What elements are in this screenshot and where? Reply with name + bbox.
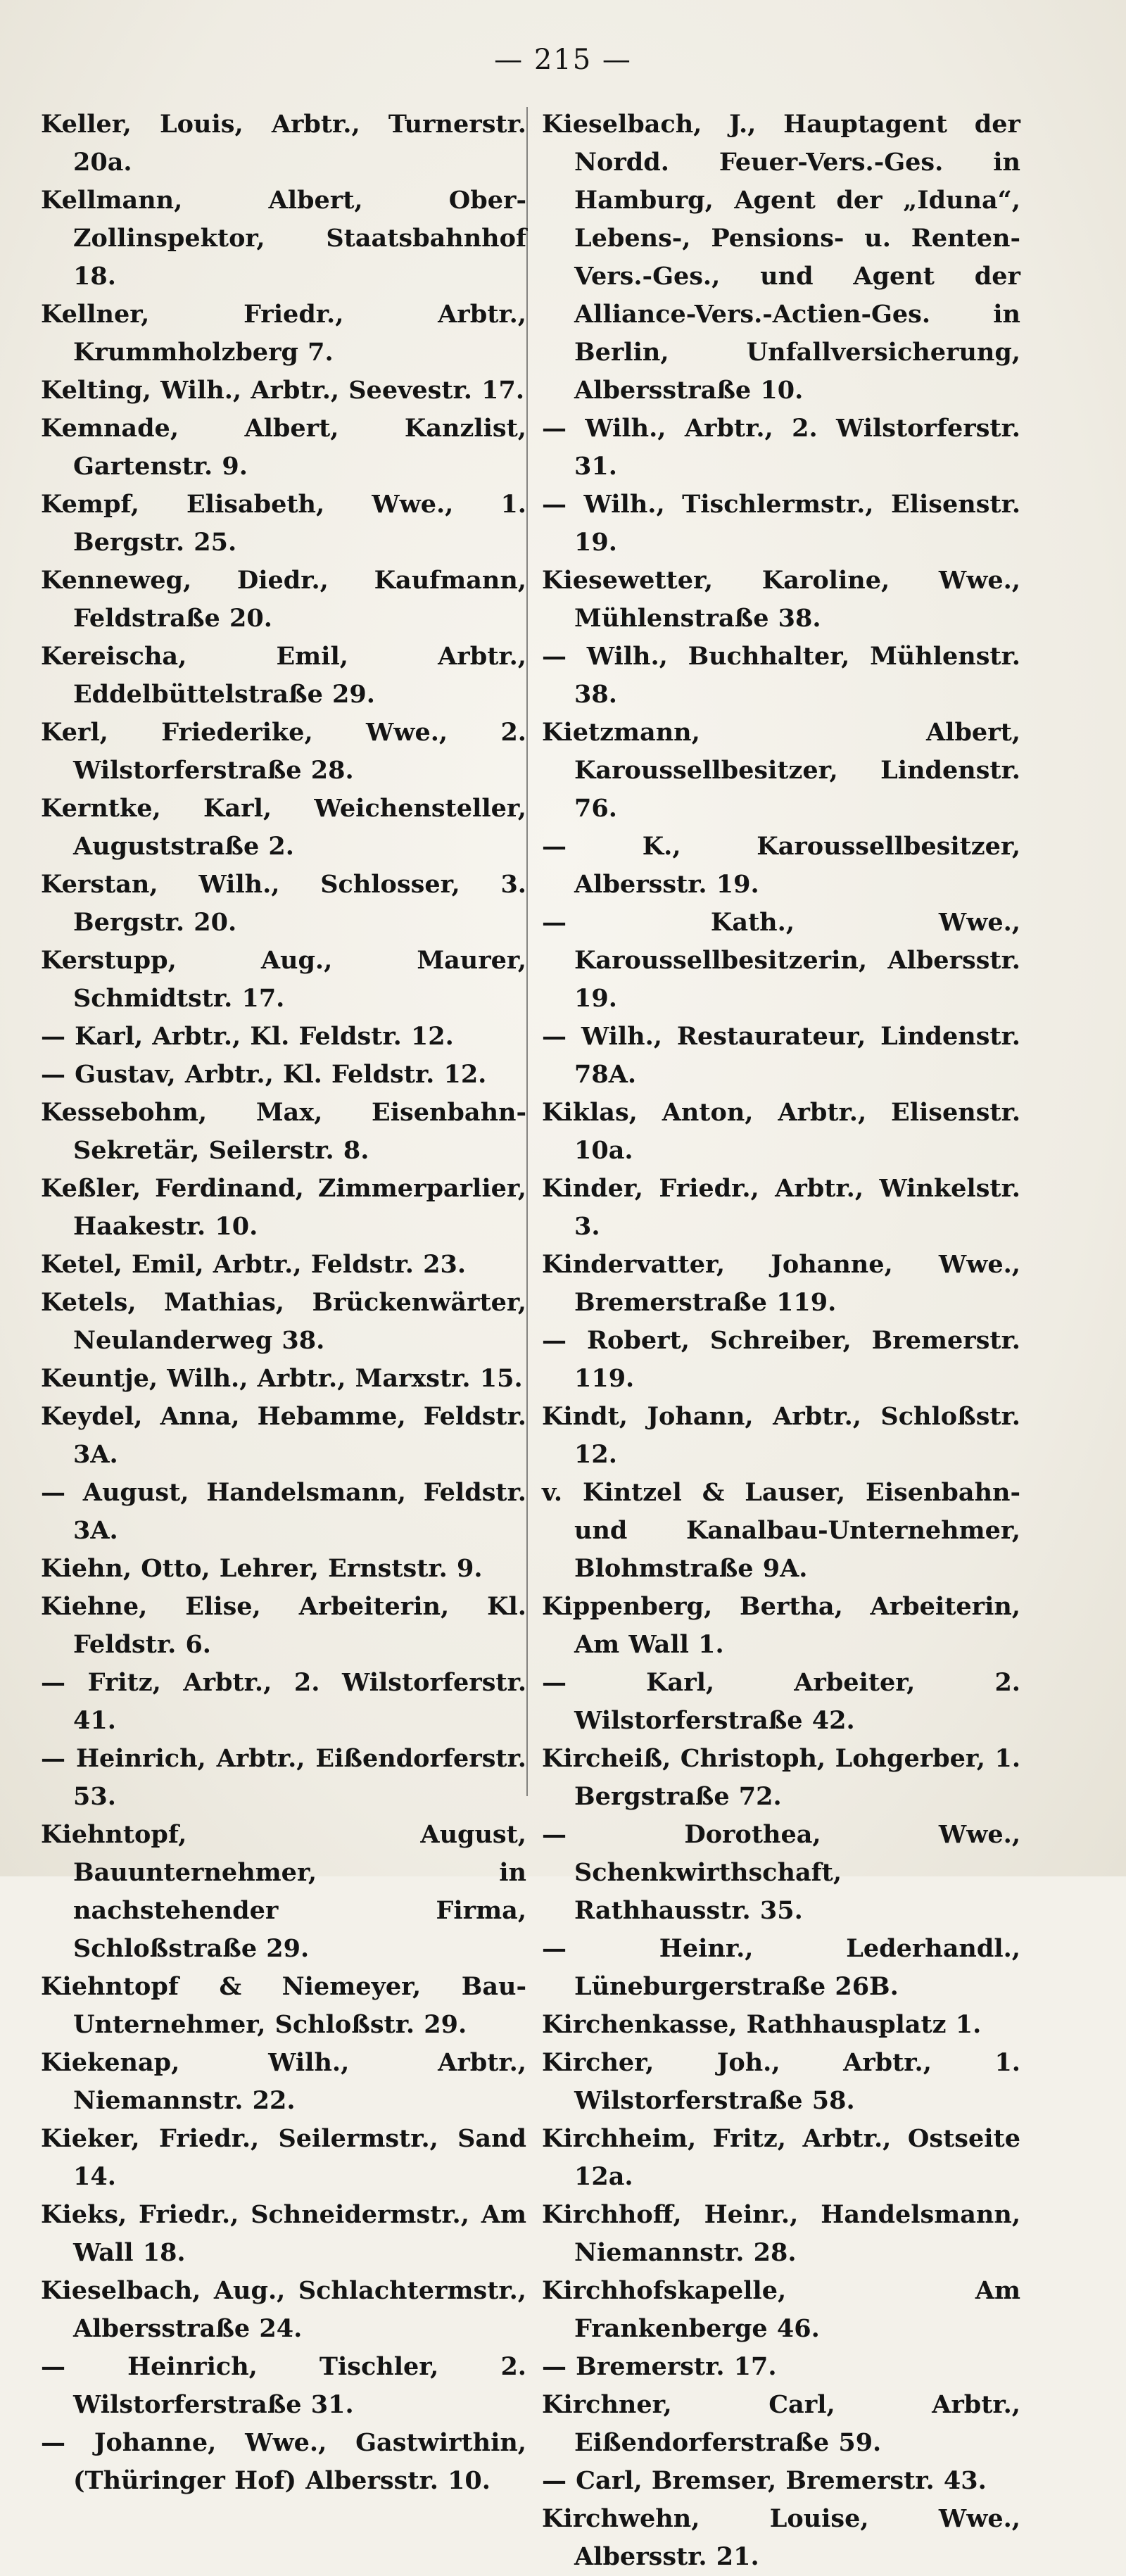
directory-entry: Kieselbach, Aug., Schlachtermstr., Albersstraße 24.: [41, 2276, 526, 2343]
directory-entry: Kellmann, Albert, Ober-Zollinspektor, Staatsbahnhof 18.: [41, 186, 526, 291]
directory-entry: — Robert, Schreiber, Bremerstr. 119.: [542, 1326, 1020, 1393]
directory-entry: — August, Handelsmann, Feldstr. 3A.: [41, 1478, 526, 1545]
directory-entry: — Carl, Bremser, Bremerstr. 43.: [542, 2466, 987, 2495]
directory-entry: Kelting, Wilh., Arbtr., Seevestr. 17.: [41, 376, 525, 405]
directory-entry: — Heinrich, Arbtr., Eißendorferstr. 53.: [41, 1744, 526, 1811]
directory-entry: Kemnade, Albert, Kanzlist, Gartenstr. 9.: [41, 414, 526, 481]
directory-entry: Ketels, Mathias, Brückenwärter, Neulanderweg 38.: [41, 1288, 526, 1355]
directory-entry: — Wilh., Tischlermstr., Elisenstr. 19.: [542, 490, 1020, 557]
directory-entry: Kirchhofskapelle, Am Frankenberge 46.: [542, 2276, 1020, 2343]
directory-entry: Kerl, Friederike, Wwe., 2. Wilstorferstraße 28.: [41, 718, 526, 785]
directory-entry: Kirchheim, Fritz, Arbtr., Ostseite 12a.: [542, 2124, 1020, 2191]
directory-entry: — Heinr., Lederhandl., Lüneburgerstraße 26B.: [542, 1934, 1020, 2001]
directory-entry: Kirchenkasse, Rathhausplatz 1.: [542, 2010, 982, 2039]
directory-entry: Kinder, Friedr., Arbtr., Winkelstr. 3.: [542, 1174, 1020, 1241]
directory-entry: Ketel, Emil, Arbtr., Feldstr. 23.: [41, 1250, 467, 1279]
directory-entry: Kippenberg, Bertha, Arbeiterin, Am Wall 1.: [542, 1592, 1020, 1659]
directory-entry: Kereischa, Emil, Arbtr., Eddelbüttelstraße 29.: [41, 642, 526, 709]
directory-entry: Kellner, Friedr., Arbtr., Krummholzberg 7.: [41, 300, 526, 367]
directory-entry: Kiklas, Anton, Arbtr., Elisenstr. 10a.: [542, 1098, 1020, 1165]
directory-entry: Kindervatter, Johanne, Wwe., Bremerstraße 119.: [542, 1250, 1020, 1317]
directory-entry: Kirchhoff, Heinr., Handelsmann, Niemannstr. 28.: [542, 2200, 1020, 2267]
directory-entry: Kircheiß, Christoph, Lohgerber, 1. Bergstraße 72.: [542, 1744, 1020, 1811]
directory-entry: — Wilh., Arbtr., 2. Wilstorferstr. 31.: [542, 414, 1020, 481]
directory-entry: — Kath., Wwe., Karoussellbesitzerin, Albersstr. 19.: [542, 908, 1020, 1013]
directory-entry: Kirchwehn, Louise, Wwe., Albersstr. 21.: [542, 2504, 1020, 2571]
directory-entry: Kempf, Elisabeth, Wwe., 1. Bergstr. 25.: [41, 490, 526, 557]
directory-entry: Keßler, Ferdinand, Zimmerparlier, Haakestr. 10.: [41, 1174, 526, 1241]
directory-entry: — Heinrich, Tischler, 2. Wilstorferstraße 31.: [41, 2352, 526, 2419]
directory-entry: Kietzmann, Albert, Karoussellbesitzer, Lindenstr. 76.: [542, 718, 1020, 823]
directory-entry: Keuntje, Wilh., Arbtr., Marxstr. 15.: [41, 1364, 523, 1393]
directory-entry: — Wilh., Buchhalter, Mühlenstr. 38.: [542, 642, 1020, 709]
directory-entry: Kerntke, Karl, Weichensteller, Auguststraße 2.: [41, 794, 526, 861]
directory-entry: — Bremerstr. 17.: [542, 2352, 777, 2381]
directory-entry: — Karl, Arbeiter, 2. Wilstorferstraße 42.: [542, 1668, 1020, 1735]
directory-entry: Kircher, Joh., Arbtr., 1. Wilstorferstraße 58.: [542, 2048, 1020, 2115]
directory-entry: Kindt, Johann, Arbtr., Schloßstr. 12.: [542, 1402, 1020, 1469]
directory-entry: Kerstupp, Aug., Maurer, Schmidtstr. 17.: [41, 946, 526, 1013]
directory-entry: — K., Karoussellbesitzer, Albersstr. 19.: [542, 832, 1020, 899]
directory-entry: Kieks, Friedr., Schneidermstr., Am Wall 18.: [41, 2200, 526, 2267]
directory-entry: — Fritz, Arbtr., 2. Wilstorferstr. 41.: [41, 1668, 526, 1735]
directory-entry: Keydel, Anna, Hebamme, Feldstr. 3A.: [41, 1402, 526, 1469]
directory-entry: Kessebohm, Max, Eisenbahn-Sekretär, Seilerstr. 8.: [41, 1098, 526, 1165]
directory-entry: Kiehne, Elise, Arbeiterin, Kl. Feldstr. 6.: [41, 1592, 526, 1659]
directory-entry: Kiekenap, Wilh., Arbtr., Niemannstr. 22.: [41, 2048, 526, 2115]
directory-entry: Kiehntopf, August, Bauunternehmer, in nachstehender Firma, Schloßstraße 29.: [41, 1820, 526, 1963]
directory-entry: — Dorothea, Wwe., Schenkwirthschaft, Rathhausstr. 35.: [542, 1820, 1020, 1925]
directory-entry: Keller, Louis, Arbtr., Turnerstr. 20a.: [41, 110, 526, 177]
page-number: — 215 —: [494, 44, 632, 76]
directory-entry: v. Kintzel & Lauser, Eisenbahn- und Kanalbau-Unternehmer, Blohmstraße 9A.: [542, 1478, 1020, 1583]
directory-entry: Kenneweg, Diedr., Kaufmann, Feldstraße 20.: [41, 566, 526, 633]
directory-entry: — Wilh., Restaurateur, Lindenstr. 78A.: [542, 1022, 1020, 1089]
directory-entry: Kieselbach, J., Hauptagent der Nordd. Feuer-Vers.-Ges. in Hamburg, Agent der „Iduna“, Lebens-, Pensions- u. Renten-Vers.-Ges., und Agent der Alliance-Vers.-Actien-Ges. in Berlin, Unfallversicherung, Albersstraße 10.: [542, 110, 1020, 405]
directory-entry: Kiehn, Otto, Lehrer, Ernststr. 9.: [41, 1554, 483, 1583]
directory-entry: — Gustav, Arbtr., Kl. Feldstr. 12.: [41, 1060, 487, 1089]
left-column: [41, 106, 526, 2500]
directory-entry: — Johanne, Wwe., Gastwirthin, (Thüringer Hof) Albersstr. 10.: [41, 2428, 526, 2495]
right-column: [542, 106, 1020, 2576]
directory-entry: Kiehntopf & Niemeyer, Bau-Unternehmer, Schloßstr. 29.: [41, 1972, 526, 2039]
directory-entry: Kerstan, Wilh., Schlosser, 3. Bergstr. 20.: [41, 870, 526, 937]
directory-entry: Kiesewetter, Karoline, Wwe., Mühlenstraße 38.: [542, 566, 1020, 633]
directory-entry: Kirchner, Carl, Arbtr., Eißendorferstraße 59.: [542, 2390, 1020, 2457]
directory-entry: — Karl, Arbtr., Kl. Feldstr. 12.: [41, 1022, 454, 1051]
directory-entry: Kieker, Friedr., Seilermstr., Sand 14.: [41, 2124, 526, 2191]
column-divider: [526, 107, 528, 1796]
